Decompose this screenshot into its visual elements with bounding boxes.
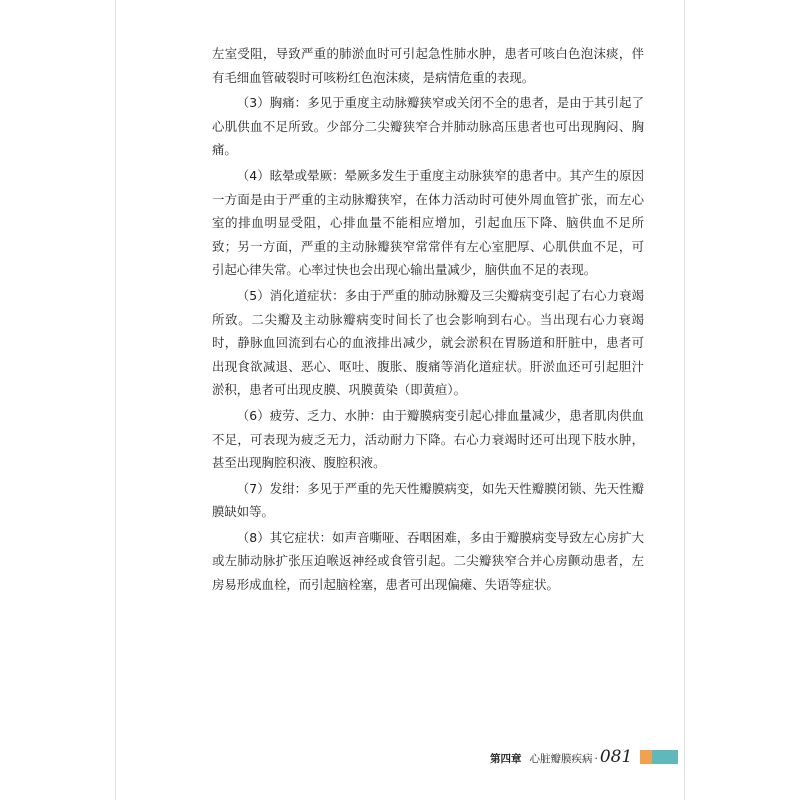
paragraph-digestive-symptoms: （5）消化道症状：多由于严重的肺动脉瓣及三尖瓣病变引起了右心力衰竭所致。二尖瓣及主动脉瓣病变时间长了也会影响到右心。当出现右心力衰竭时，静脉血回流到右心的血液排出减少，就会淤积在胃肠道和肝脏中，患者可出现食欲减退、恶心、呕吐、腹胀、腹痛等消化道症状。肝淤血还可引起胆汁淤积，患者可出现皮膜、巩膜黄染（即黄疸）。 xyxy=(212,287,644,398)
footer-separator: · xyxy=(594,753,598,765)
footer-bar-teal xyxy=(652,750,678,764)
footer-chapter: 第四章 xyxy=(490,753,522,765)
paragraph-chest-pain: （3）胸痛：多见于重度主动脉瓣狭窄或关闭不全的患者，是由于其引起了心肌供血不足所致。少部分二尖瓣狭窄合并肺动脉高压患者也可出现胸闷、胸痛。 xyxy=(212,95,644,158)
body-text xyxy=(212,42,644,599)
paragraph-other-symptoms: （8）其它症状：如声音嘶哑、吞咽困难，多由于瓣膜病变导致左心房扩大或左肺动脉扩张压迫喉返神经或食管引起。二尖瓣狭窄合并心房颤动患者，左房易形成血栓，而引起脑栓塞，患者可出现偏瘫、失语等症状。 xyxy=(212,529,644,593)
footer-bar-orange xyxy=(640,750,652,764)
paragraph-dizziness-syncope: （4）眩晕或晕厥：晕厥多发生于重度主动脉狭窄的患者中。其产生的原因一方面是由于严重的主动脉瓣狭窄，在体力活动时可使外周血管扩张，而左心室的排血明显受阻，心排血量不能相应增加，引起血压下降、脑供血不足所致；另一方面，严重的主动脉瓣狭窄常常伴有左心室肥厚、心肌供血不足，可引起心律失常。心率过快也会出现心输出量减少，脑供血不足的表现。 xyxy=(212,167,644,278)
footer-section: 心脏瓣膜疾病 xyxy=(529,753,593,765)
page-edge-right xyxy=(684,0,685,800)
paragraph-continuation: 左室受阻，导致严重的肺淤血时可引起急性肺水肿，患者可咳白色泡沫痰，伴有毛细血管破裂时可咳粉红色泡沫痰，是病情危重的表现。 xyxy=(212,46,644,85)
page-number: 081 xyxy=(599,747,633,767)
paragraph-fatigue-edema: （6）疲劳、乏力、水肿：由于瓣膜病变引起心排血量减少，患者肌肉供血不足，可表现为疲乏无力，活动耐力下降。右心力衰竭时还可出现下肢水肿，甚至出现胸腔积液、腹腔积液。 xyxy=(212,407,644,471)
footer-color-bar xyxy=(640,750,678,764)
page-edge-left xyxy=(115,0,116,800)
page-footer xyxy=(490,746,678,766)
paragraph-cyanosis: （7）发绀：多见于严重的先天性瓣膜病变，如先天性瓣膜闭锁、先天性瓣膜缺如等。 xyxy=(212,480,644,520)
